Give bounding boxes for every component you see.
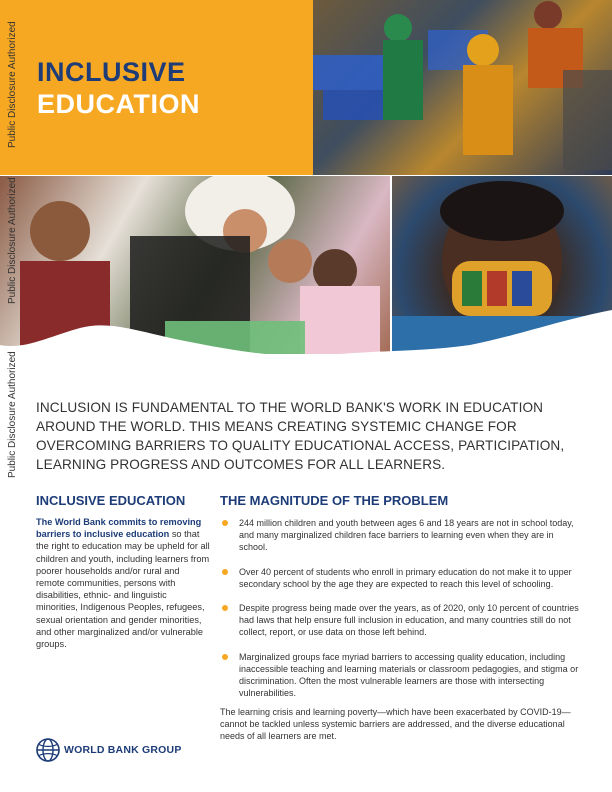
bullet-icon [222,654,228,660]
bullet-icon [222,569,228,575]
list-item [222,651,582,700]
left-column-text: so that the right to education may be upheld for all children and youth, including learners from poorer households and/or rural and remote communities, persons with disabilities, ethnic- and linguistic minorities, Indigenous Peoples, refugees, sexual orientation and gender minorities, and other marginalized and/or vulnerable groups. [36,529,210,650]
side-label-middle: Public Disclosure Authorized [7,177,18,304]
list-item [222,566,582,590]
bullet-icon [222,520,228,526]
intro-statement: INCLUSION IS FUNDAMENTAL TO THE WORLD BANK'S WORK IN EDUCATION AROUND THE WORLD. THIS MEANS CREATING SYSTEMIC CHANGE FOR OVERCOMING BARRIERS TO QUALITY EDUCATIONAL ACCESS, PARTICIPATION, LEARNING PROGRESS AND OUTCOMES FOR ALL LEARNERS. [36,400,565,472]
logo-text: WORLD BANK GROUP [64,744,182,756]
heading-inclusive-education: INCLUSIVE EDUCATION [36,493,186,508]
magnitude-bullet-list [222,517,582,711]
bullet-icon [222,605,228,611]
list-item [222,517,582,554]
bullet-text: Despite progress being made over the years, as of 2020, only 10 percent of countries had laws that help ensure full inclusion in education, and many countries still do not collect, report, or use data on those left behind. [239,603,579,638]
side-label-bottom: Public Disclosure Authorized [7,351,18,478]
page-title-line1: INCLUSIVE [37,57,186,87]
bullet-text: 244 million children and youth between ages 6 and 18 years are not in school today, and many marginalized children face barriers to learning even when they are in school. [239,518,574,553]
bullet-text: Over 40 percent of students who enroll in primary education do not make it to upper secondary school by the age they are expected to reach this level of schooling. [239,566,572,589]
bullet-text: Marginalized groups face myriad barriers to accessing quality education, including inaccessible teaching and learning materials or classroom pedagogies, and stigma or discrimination. Often the most vulnerable learners are those with intersecting vulnerabilities. [239,651,579,699]
world-bank-group-logo [36,738,182,762]
page-title-line2: EDUCATION [37,89,200,119]
list-item [222,602,582,639]
heading-magnitude: THE MAGNITUDE OF THE PROBLEM [220,493,449,508]
globe-icon [36,738,60,762]
photo-factory-workers [313,0,612,175]
left-column-body [36,516,210,650]
brush-stroke-divider [0,300,612,380]
side-label-top: Public Disclosure Authorized [7,21,18,148]
closing-paragraph: The learning crisis and learning poverty—which have been exacerbated by COVID-19— cannot be tackled unless systemic barriers are addressed, and the diverse educational needs of all learners are met. [220,707,571,742]
left-column-lead: The World Bank commits to removing barriers to inclusive education [36,517,202,540]
